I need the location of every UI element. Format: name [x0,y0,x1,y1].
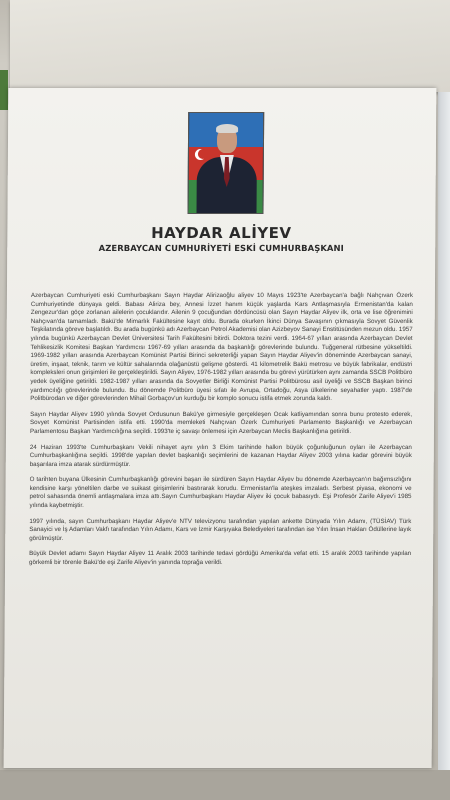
document-page [4,88,437,768]
paragraph-early-life: Azerbaycan Cumhuriyeti eski Cumhurbaşkanı Sayın Haydar Alirizaoğlu aliyev 10 Mayıs 1923'te Azerbaycan'a bağlı Nahçıvan Özerk Cumhuriyetinde dünyaya geldi. Babası Aliriza bey, Annesi İzzet hanım küçük yaşlarda Kars Antlaşmasıyla Ermenistan'da kalan Zengezur'dan göçe zorlanan ailelerin çocuklarıdır. Ailenin 9 çocuğundan dördüncüsü olan Sayın Haydar Aliyev ilk, orta ve lise öğrenimini Nahçıvan'da tamamladı. Bakü'de Mimarlık Fakültesine kayıt oldu. Burada okurken İkinci Dünya Savaşının çıkmasıyla Sovyet Güvenlik Teşkilatında göreve başlatıldı. Bu arada bugünkü adı Azerbaycan Petrol Akademisi olan Azizbeyov Sanayi Enstitüsünden mezun oldu. 1957 yılında bugünkü Azerbaycan Devlet Üniversitesi Tarih Fakültesini bitirdi. Doktora tezini verdi. 1964-67 yılları arasında Azerbaycan Devlet Tehlikesizlik Komitesi Başkan Yardımcısı 1967-69 yılları arasında da başkanlığı görevlerinde bulundu. Tuğgeneral rütbesine yükseltildi. 1969-1982 yılları arasında Azerbaycan Komünist Partisi Birinci sekreterliği yapan Sayın Haydar Aliyev'in döneminde Azerbaycan sanayi, üretim, inşaat, teknik, tarım ve kültür sahalarında olağanüstü gelişme gösterdi. 41 kilometrelik Bakü metrosu ve büyük fabrikalar, endüstri kompleksleri onun girişimleri ile gerçekleştirildi. Sayın Aliyev, 1976-1982 yılları arasında bu görevi yürütürken aynı zamanda SSCB Politbüro yedek üyeliğine getirildi. 1982-1987 yılları arasında da Sovyetler Birliği Komünist Partisi Politbürosu asil üyeliği ve SSCB Başkan birinci yardımcılığı görevlerinde bulundu. Bu dönemde Politbüro üyesi sıfatı ile Avrupa, Ortadoğu, Asya ülkelerine seyahatler yaptı. 1987'de Politbürodan ve diğer görevlerinden Mihail Gorbaçov'un kurduğu bir komplo sonucu istifa etmek zorunda kaldı. [30,292,413,403]
paragraph-independence: O tarihten buyana Ülkesinin Cumhurbaşkanlığı görevini başarı ile sürdüren Sayın Haydar Aliyev bu dönemde Azerbaycan'ın bağımsızlığını kendisine karşı yöneltilen darbe ve suikast girişimlerini bastırarak korudu. Ermenistan'la ateşkes imzaladı. Serbest piyasa, ekonomi ve petrol sahasında önemli antlaşmalara imza attı.Sayın Cumhurbaşkanı Haydar Aliyev iki çocuk babasıydı. Eşi Profesör Zarife Aliyev'i 1985 yılında kaybetmiştir. [29,476,412,510]
background-green-edge [0,70,8,110]
paragraph-1990: Sayın Haydar Aliyev 1990 yılında Sovyet Ordusunun Bakü'ye girmesiyle gerçekleşen Ocak katliyamından sonra bunu protesto ederek, Sovyet Komünist Partisinden istifa etti. 1990'da memleketi Nahçıvan Özerk Cumhuriyeti Parlamento Başkanlığı ve Azerbaycan Parlamentosu Başkan Yardımcılığına seçildi. 1993'te iç savaşı önlemesi için Azerbaycan Meclis Başkanlığına getirildi. [29,410,413,435]
flag-crescent [195,149,206,160]
paragraph-awards: 1997 yılında, sayın Cumhurbaşkanı Haydar Aliyev'e NTV televizyonu tarafından yapılan ankette Dünyada Yılın Adamı, (TÜSİAV) Türk Sanayici ve İş Adamları Vakfı tarafından Yılın Adamı, Kars ve İzmir Karşıyaka Belediyeleri tarafından ise Yılın İnsan Hakları Ödüllerine layık görülmüştür. [29,517,412,542]
person-name-heading: HAYDAR ALİYEV [151,224,292,242]
portrait-hair [216,124,238,133]
biography-text [29,292,413,575]
background-page-top [10,0,450,92]
paragraph-1993-presidency: 24 Haziran 1993'te Cumhurbaşkanı Vekili nihayet aynı yılın 3 Ekim tarihinde halkın büyük çoğunluğunun oyları ile Azerbaycan Cumhurbaşkanlığına seçildi. 1998'de yapılan devlet başkanlığı seçimlerini de kazanan Haydar Aliyev 2003 yılına kadar görevini büyük başarılara imza atarak sürdürmüştür. [29,443,412,468]
table-surface [0,770,450,800]
paragraph-death: Büyük Devlet adamı Sayın Haydar Aliyev 11 Aralık 2003 tarihinde tedavi gördüğü Amerika'da vefat etti. 15 aralık 2003 tarihinde yapılan görkemli bir törenle Bakü'de eşi Zarife Aliyev'in yanında toprağa verildi. [29,550,412,567]
portrait-photo [187,112,264,214]
person-role-subheading: AZERBAYCAN CUMHURİYETİ ESKİ CUMHURBAŞKANI [98,243,344,253]
background-right-edge [438,92,450,782]
